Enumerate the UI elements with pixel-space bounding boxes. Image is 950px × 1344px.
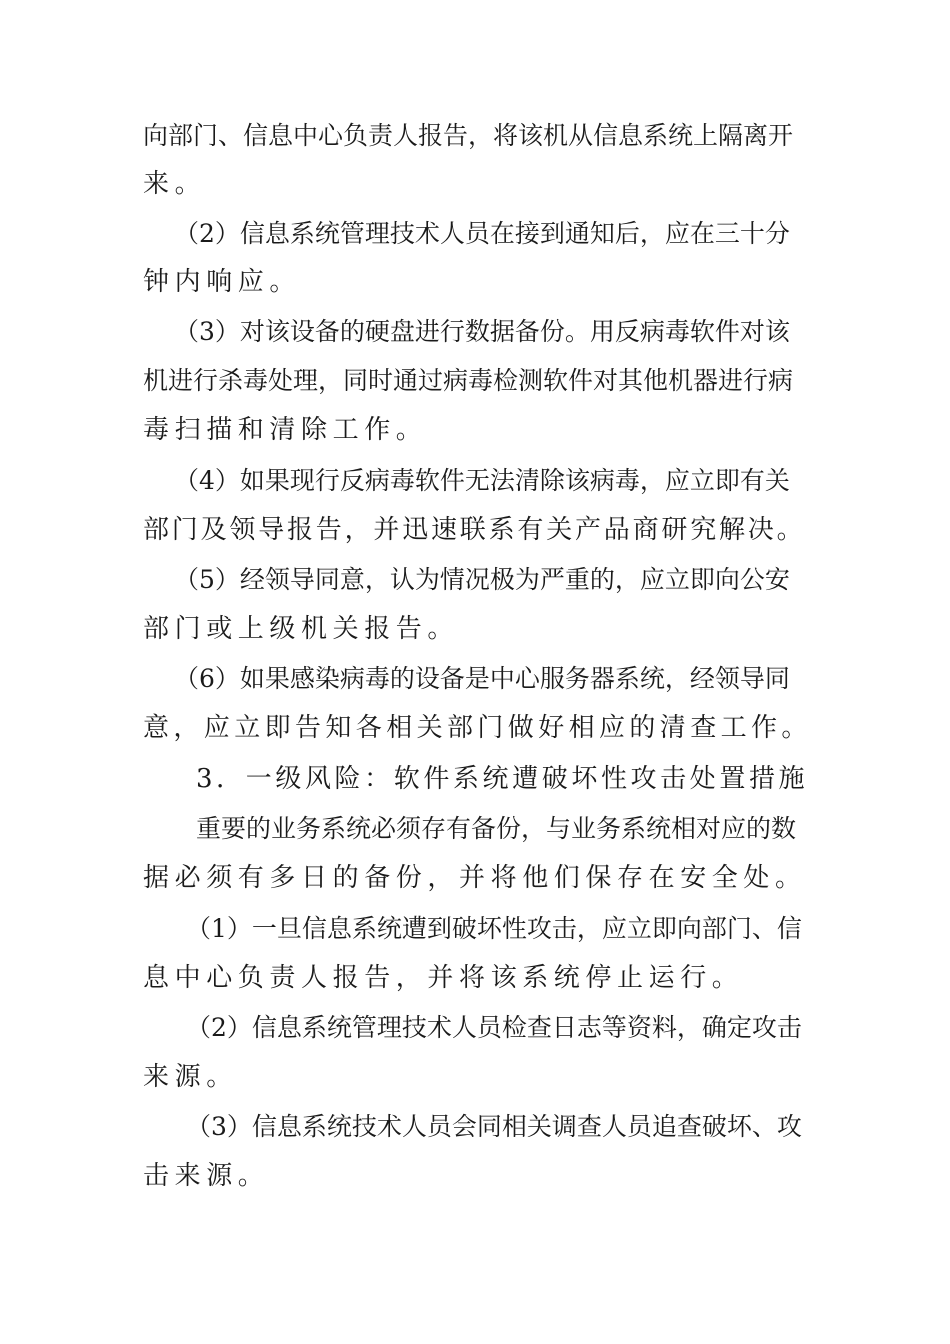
text-line: 部门或上级机关报告。	[143, 614, 460, 644]
paragraph-first-line: （4）如果现行反病毒软件无法清除该病毒，应立即有关	[174, 466, 790, 495]
text-line: 向部门、信息中心负责人报告，将该机从信息系统上隔离开	[143, 121, 794, 150]
paragraph-first-line: （3）对该设备的硬盘进行数据备份。用反病毒软件对该	[174, 317, 790, 346]
text-line: 毒扫描和清除工作。	[143, 415, 428, 445]
text-line: 钟内响应。	[143, 267, 302, 297]
text-line: 意，应立即告知各相关部门做好相应的清查工作。	[143, 713, 812, 743]
paragraph-first-line: （5）经领导同意，认为情况极为严重的，应立即向公安	[174, 565, 790, 594]
paragraph-first-line: （6）如果感染病毒的设备是中心服务器系统，经领导同	[174, 664, 790, 693]
text-line: 来源。	[143, 1062, 238, 1092]
paragraph-first-line: （2）信息系统管理技术人员在接到通知后，应在三十分	[174, 219, 790, 248]
text-line: 据必须有多日的备份，并将他们保存在安全处。	[143, 863, 807, 893]
text-line: 击来源。	[143, 1161, 270, 1191]
paragraph-first-line: （3）信息系统技术人员会同相关调查人员追查破坏、攻	[186, 1112, 802, 1141]
text-line: 部门及领导报告，并迅速联系有关产品商研究解决。	[143, 515, 806, 545]
text-line: 来。	[143, 169, 207, 199]
section-heading: 3．一级风险：软件系统遭破坏性攻击处置措施	[196, 764, 809, 794]
paragraph-first-line: 重要的业务系统必须存有备份，与业务系统相对应的数	[196, 814, 797, 843]
text-line: 息中心负责人报告，并将该系统停止运行。	[143, 963, 744, 993]
paragraph-first-line: （2）信息系统管理技术人员检查日志等资料，确定攻击	[186, 1013, 802, 1042]
text-line: 机进行杀毒处理，同时通过病毒检测软件对其他机器进行病	[143, 366, 794, 395]
paragraph-first-line: （1）一旦信息系统遭到破坏性攻击，应立即向部门、信	[186, 914, 802, 943]
